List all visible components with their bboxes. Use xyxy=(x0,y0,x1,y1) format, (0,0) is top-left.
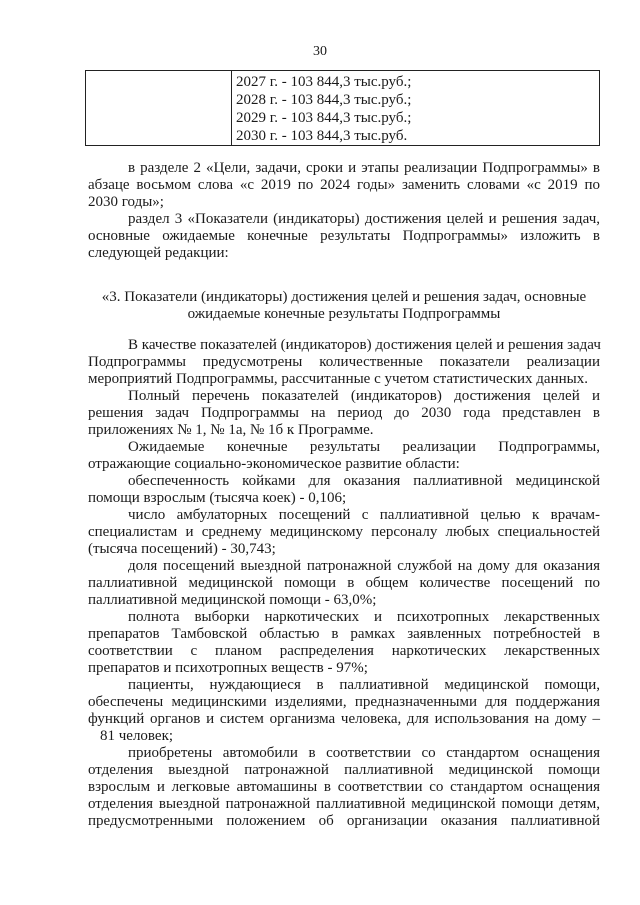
text-line: обеспечены медицинскими изделиями, предназначенными для поддержания xyxy=(88,694,600,710)
heading-line: ожидаемые конечные результаты Подпрограммы xyxy=(187,306,501,322)
text-line: доля посещений выездной патронажной службой на дому для оказания xyxy=(128,558,600,574)
heading-line: «3. Показатели (индикаторы) достижения целей и решения задач, основные xyxy=(101,289,587,305)
text-line: (тысяча посещений) - 30,743; xyxy=(88,541,276,557)
amount-2029: 2029 г. - 103 844,3 тыс.руб.; xyxy=(236,110,412,126)
section-body xyxy=(88,337,600,830)
text-line: В качестве показателей (индикаторов) достижения целей и решения задач xyxy=(128,337,601,353)
amendments-block xyxy=(88,160,600,262)
text-line: приобретены автомобили в соответствии со стандартом оснащения xyxy=(128,745,600,761)
text-line: число амбулаторных посещений с паллиативной целью к врачам- xyxy=(128,507,600,523)
table-cell-amounts xyxy=(232,71,600,146)
text-line: Ожидаемые конечные результаты реализации Подпрограммы, xyxy=(128,439,600,455)
page-number: 30 xyxy=(313,44,327,59)
text-line: функций органов и систем организма человека, для использования на дому – xyxy=(88,711,600,727)
text-line: 2030 годы»; xyxy=(88,194,164,210)
text-line: отделения выездной патронажной паллиативной медицинской помощи xyxy=(88,762,600,778)
text-line: раздел 3 «Показатели (индикаторы) достижения целей и решения задач, xyxy=(128,211,600,227)
text-line: препаратов Тамбовской областью в рамках заявленных потребностей в xyxy=(88,626,600,642)
text-line: препаратов и психотропных веществ - 97%; xyxy=(88,660,368,676)
text-line: Полный перечень показателей (индикаторов) достижения целей и xyxy=(128,388,600,404)
text-line: паллиативной медицинской помощи в общем количестве посещений по xyxy=(88,575,600,591)
amount-2030: 2030 г. - 103 844,3 тыс.руб. xyxy=(236,128,408,144)
financing-table-continuation xyxy=(85,70,600,146)
text-line: Подпрограммы предусмотрены количественные показатели реализации xyxy=(88,354,600,370)
amount-2028: 2028 г. - 103 844,3 тыс.руб.; xyxy=(236,92,412,108)
text-line: паллиативной медицинской помощи - 63,0%; xyxy=(88,592,377,608)
text-line: обеспеченность койками для оказания паллиативной медицинской xyxy=(128,473,600,489)
text-line: соответствии с планом распределения наркотических лекарственных xyxy=(88,643,600,659)
text-line: мероприятий Подпрограммы, рассчитанные с учетом статистических данных. xyxy=(88,371,588,387)
text-line: предусмотренными положением об организации оказания паллиативной xyxy=(88,813,600,829)
text-line: помощи взрослым (тысяча коек) - 0,106; xyxy=(88,490,347,506)
table-cell-empty xyxy=(86,71,232,146)
text-line: отражающие социально-экономическое развитие области: xyxy=(88,456,460,472)
text-line: полнота выборки наркотических и психотропных лекарственных xyxy=(128,609,600,625)
text-line: приложениях № 1, № 1а, № 1б к Программе. xyxy=(88,422,374,438)
text-line: следующей редакции: xyxy=(88,245,229,261)
text-line: отделения выездной патронажной паллиативной медицинской помощи детям, xyxy=(88,796,600,812)
text-line: специалистам и среднему медицинскому персоналу любых специальностей xyxy=(88,524,600,540)
section-heading xyxy=(88,289,600,323)
text-line: в разделе 2 «Цели, задачи, сроки и этапы реализации Подпрограммы» в xyxy=(128,160,600,176)
text-line: основные ожидаемые конечные результаты Подпрограммы» изложить в xyxy=(88,228,600,244)
text-line: 81 человек; xyxy=(100,728,174,744)
text-line: абзаце восьмом слова «с 2019 по 2024 годы» заменить словами «с 2019 по xyxy=(88,177,600,193)
text-line: пациенты, нуждающиеся в паллиативной медицинской помощи, xyxy=(128,677,600,693)
text-line: взрослым и легковые автомашины в соответствии со стандартом оснащения xyxy=(88,779,600,795)
text-line: решения задач Подпрограммы на период до 2030 года представлен в xyxy=(88,405,600,421)
amount-2027: 2027 г. - 103 844,3 тыс.руб.; xyxy=(236,74,412,90)
table-row xyxy=(86,71,600,146)
